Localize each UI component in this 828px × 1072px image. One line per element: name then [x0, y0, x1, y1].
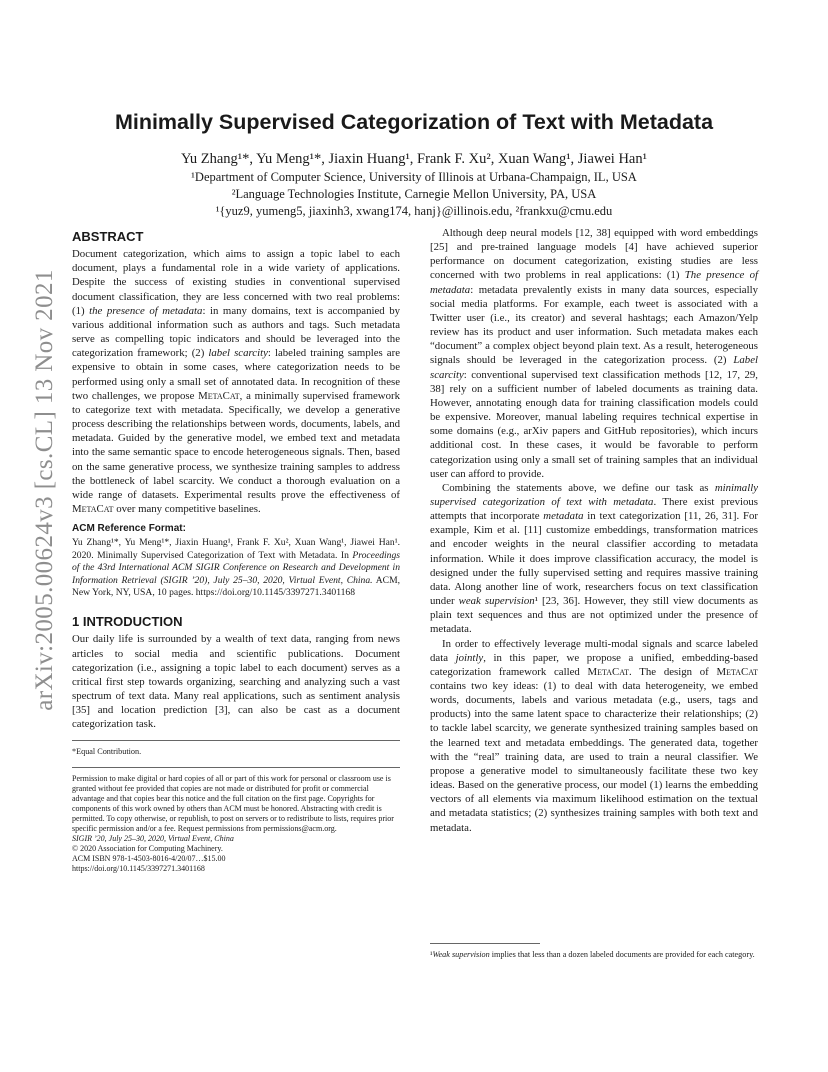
- paragraph-text: Combining the statements above, we define our task as: [442, 481, 715, 494]
- copyright-line: © 2020 Association for Computing Machinery.: [72, 844, 223, 854]
- affiliation-2: ²Language Technologies Institute, Carnegie Mellon University, PA, USA: [231, 187, 597, 201]
- isbn-line: ACM ISBN 978-1-4503-8016-4/20/07…$15.00: [72, 854, 226, 864]
- method-name: MetaCat: [198, 389, 240, 402]
- weak-supervision-footnote: [430, 950, 758, 961]
- acm-reference-body: [72, 537, 400, 599]
- acm-reference-text: ACM, New York, NY, USA, 10 pages. https://doi.org/10.1145/3397271.3401168: [72, 574, 400, 598]
- right-column: [430, 226, 758, 835]
- permission-divider: [72, 767, 400, 768]
- emphasis: jointly: [455, 651, 484, 664]
- footnote-mark: ¹: [430, 950, 433, 959]
- affiliation-1: ¹Department of Computer Science, University of Illinois at Urbana-Champaign, IL, USA: [191, 170, 637, 184]
- method-name: MetaCat: [716, 665, 758, 678]
- paragraph-text: in text categorization [11, 26, 31]. For example, Kim et al. [11] customize embeddings, transformation matrices and encoder weights in the neural classifier according to metadata information. While it does improve classification accuracy, the model is designed under the fully supervised setting and requires massive training data. Along another line of work, researchers focus on text classification under: [430, 510, 758, 608]
- paragraph-text: : conventional supervised text classification methods [12, 17, 29, 38] rely on a sufficient number of labeled documents as training data. However, annotating enough data for training classification models could be expensive. Moreover, manual labeling requires technical expertise in some domains (e.g., arXiv papers and GitHub repositories), which incurs additional cost. In these cases, it would be favorable to perform categorization using only a small set of training samples that an individual user can afford to provide.: [430, 368, 758, 480]
- paragraph-text: : metadata prevalently exists in many data sources, especially social media platforms. For example, each tweet is associated with a Twitter user (i.e., its creator) and several hashtags; each Amazon/Yelp review has its product and user information. Such metadata makes each “document” a complex object beyond plain text. As a result, heterogeneous signals should be leveraged in the categorization process. (2): [430, 283, 758, 367]
- abstract-text: : in many domains, text is accompanied by various additional information such as authors and tags. Such metadata serve as compelling topic indicators and should be leveraged into the categorization framework; (2): [72, 304, 400, 360]
- arxiv-id: arXiv:2005.00624v3 [cs.CL] 13 Nov 2021: [31, 269, 59, 711]
- abstract-emphasis: the presence of metadata: [89, 304, 203, 317]
- footnote-divider: [430, 943, 540, 944]
- footnote-text: implies that less than a dozen labeled documents are provided for each category.: [489, 950, 755, 959]
- acm-reference-heading: ACM Reference Format:: [72, 523, 186, 535]
- emphasis: The presence of metadata: [430, 269, 758, 296]
- abstract-text: Document categorization, which aims to assign a topic label to each document, plays a fundamental role in a wide variety of applications. Despite the success of existing studies in conventional supervised document classification, they are less concerned with two real problems: (1): [72, 248, 400, 317]
- abstract-text: , a minimally supervised framework to categorize text with metadata. Specifically, we develop a generative process describing the relationships between words, documents, labels, and metadata. Guided by the generative model, we embed text and metadata into the same semantic space to encode heterogeneous signals. Then, based on the same generative process, we synthesize training samples to address the bottleneck of label scarcity. We conduct a thorough evaluation on a wide range of datasets. Experimental results prove the effectiveness of: [72, 389, 400, 501]
- emphasis: metadata: [543, 510, 584, 523]
- equal-contribution-footnote: *Equal Contribution.: [72, 746, 142, 756]
- introduction-paragraph: Our daily life is surrounded by a wealth of text data, ranging from news articles to social media and scientific publications. Document categorization (i.e., assigning a topic label to each document) serves as a critical first step towards organizing, searching and analyzing such a vast spectrum of text data. Many real applications, such as sentiment analysis [35] and location prediction [3], can also be cast as a document categorization task.: [72, 633, 400, 731]
- paragraph-text: , in this paper, we propose a unified, embedding-based categorization framework called: [430, 651, 758, 678]
- footnote-divider: [72, 740, 400, 741]
- paragraph: [430, 481, 758, 637]
- introduction-heading: 1 INTRODUCTION: [72, 614, 183, 630]
- emphasis: weak supervision: [458, 595, 535, 608]
- permission-text: Permission to make digital or hard copies of all or part of this work for personal or classroom use is granted without fee provided that copies are not made or distributed for profit or commercial advantage and that copies bear this notice and the full citation on the first page. Copyrights for components of this work owned by others than ACM must be honored. Abstracting with credit is permitted. To copy otherwise, or republish, to post on servers or to redistribute to lists, requires prior specific permission and/or a fee. Request permissions from permissions@acm.org.: [72, 774, 394, 834]
- arxiv-sidebar-stamp: [20, 269, 70, 711]
- paragraph: [430, 637, 758, 835]
- method-name: MetaCat: [587, 665, 630, 678]
- left-column: [72, 226, 400, 874]
- paragraph-text: ¹ [23, 36]. However, they still view documents as plain text sequences and thus are not optimized under the presence of metadata.: [430, 595, 758, 636]
- author-emails: ¹{yuz9, yumeng5, jiaxinh3, xwang174, hanj}@illinois.edu, ²frankxu@cmu.edu: [215, 204, 613, 218]
- author-list: Yu Zhang¹*, Yu Meng¹*, Jiaxin Huang¹, Frank F. Xu², Xuan Wang¹, Jiawei Han¹: [181, 151, 647, 167]
- abstract-text: : labeled training samples are expensive to obtain in some cases, where categorization needs to be performed using only a small set of annotated data. In recognition of these two challenges, we propose: [72, 347, 400, 402]
- permission-notice: [72, 774, 400, 874]
- paragraph-text: Although deep neural models [12, 38] equipped with word embeddings [25] and pre-trained language models [4] have achieved superior performance on document categorization, existing studies are less concerned with two problems in real applications: (1): [430, 227, 758, 282]
- acm-reference-text: Yu Zhang¹*, Yu Meng¹*, Jiaxin Huang¹, Frank F. Xu², Xuan Wang¹, Jiawei Han¹. 2020. Minimally Supervised Categorization of Text with Metadata. In: [72, 537, 400, 561]
- emphasis: Label scarcity: [430, 354, 758, 381]
- paragraph-text: contains two key ideas: (1) to deal with data heterogeneity, we embed words, documents, labels and various metadata (e.g., users, tags and products) into the same latent space to characterize their relationships; (2) to tackle label scarcity, we generate synthesized training samples based on the learned text and metadata embeddings. The generated data, together with the “real” training data, are used to train a neural classifier. We propose a generative model to simultaneously facilitate these two key ideas. Based on the generative process, our model (1) learns the embedding vectors of all elements via maximum likelihood estimation on the textual and metadata statistics; (2) synthesizes training samples with both text and metadata.: [430, 680, 758, 834]
- paragraph-text: . The design of: [629, 665, 717, 678]
- conference-venue: SIGIR ’20, July 25–30, 2020, Virtual Event, China: [72, 834, 234, 844]
- paragraph: [430, 226, 758, 481]
- emphasis: minimally supervised categorization of text with metadata: [430, 481, 758, 508]
- abstract-text: over many competitive baselines.: [113, 502, 261, 515]
- paragraph-text: In order to effectively leverage multi-modal signals and scarce labeled data: [430, 637, 758, 664]
- method-name: MetaCat: [72, 502, 114, 515]
- footnote-emphasis: Weak supervision: [432, 950, 490, 959]
- abstract-body: [72, 247, 400, 516]
- acm-reference-venue: Proceedings of the 43rd International ACM SIGIR Conference on Research and Development in Information Retrieval (SIGIR ’20), July 25–30, 2020, Virtual Event, China.: [72, 549, 400, 586]
- paragraph-text: . There exist previous attempts that incorporate: [430, 495, 758, 523]
- right-footnote-area: [430, 934, 758, 961]
- doi-line: https://doi.org/10.1145/3397271.3401168: [72, 864, 205, 874]
- abstract-heading: ABSTRACT: [72, 229, 144, 244]
- paper-title: Minimally Supervised Categorization of Text with Metadata: [114, 110, 714, 134]
- abstract-emphasis: label scarcity: [208, 347, 268, 360]
